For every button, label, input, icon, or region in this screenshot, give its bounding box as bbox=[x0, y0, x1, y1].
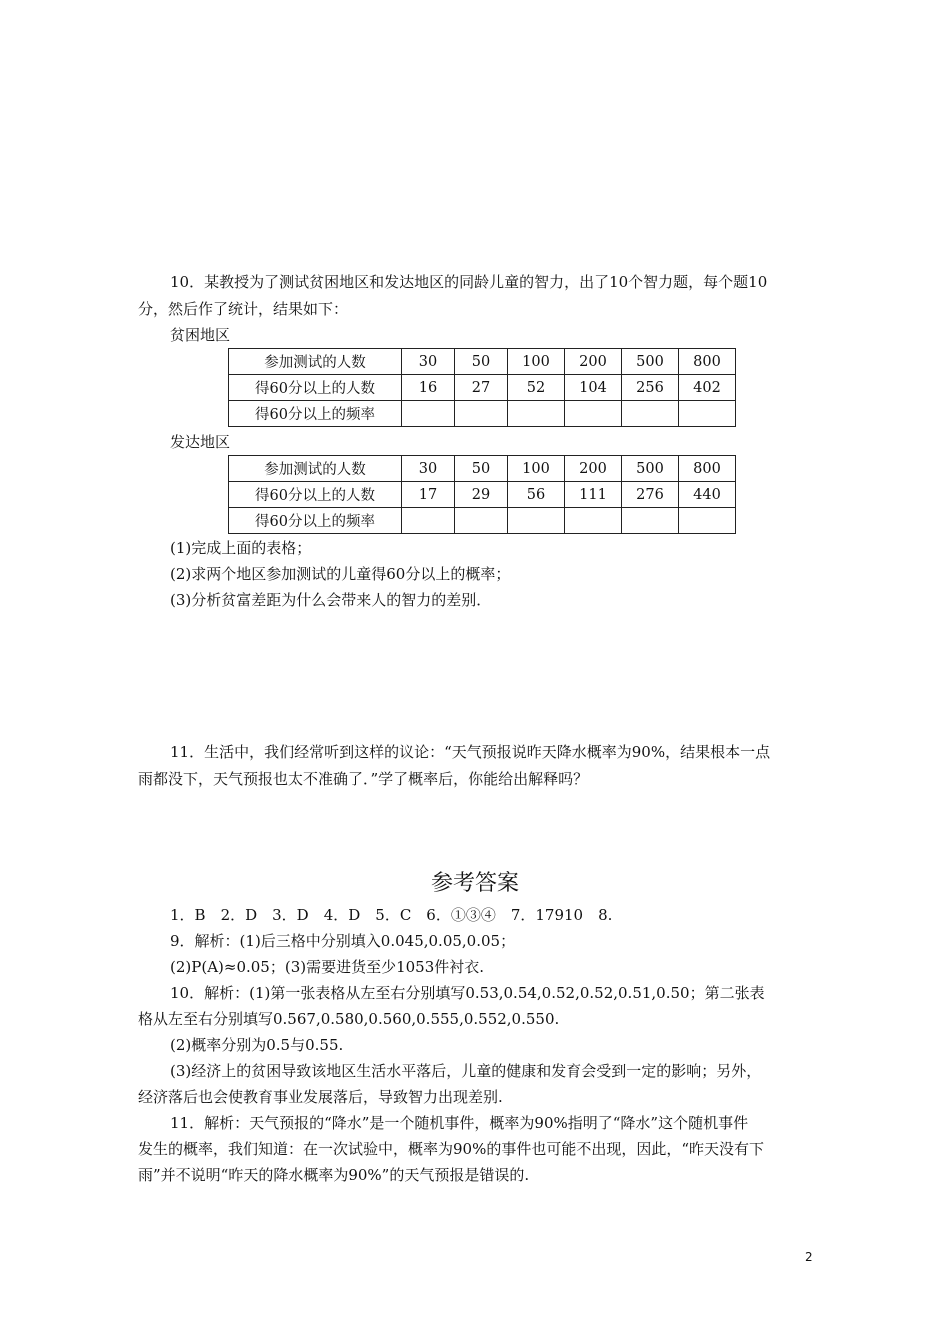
table-cell: 440 bbox=[679, 482, 736, 508]
developed-region-table-wrap bbox=[228, 455, 736, 534]
table-row bbox=[229, 508, 736, 534]
developed-region-table bbox=[228, 455, 736, 534]
table-cell: 27 bbox=[455, 375, 508, 401]
table-cell bbox=[508, 401, 565, 427]
table-cell: 29 bbox=[455, 482, 508, 508]
table-cell: 200 bbox=[565, 349, 622, 375]
table-cell: 56 bbox=[508, 482, 565, 508]
table-cell bbox=[622, 401, 679, 427]
answers-title: 参考答案 bbox=[430, 871, 519, 896]
table-cell bbox=[565, 508, 622, 534]
q10-line2: 分，然后作了统计，结果如下： bbox=[138, 300, 349, 318]
table-cell: 402 bbox=[679, 375, 736, 401]
answer-line: 格从左至右分别填写0.567,0.580,0.560,0.555,0.552,0.550. bbox=[138, 1010, 560, 1028]
table-cell bbox=[679, 508, 736, 534]
poor-region-table-wrap bbox=[228, 348, 736, 427]
q10-sub3: (3)分析贫富差距为什么会带来人的智力的差别． bbox=[170, 591, 492, 609]
table-cell: 17 bbox=[402, 482, 455, 508]
table-cell bbox=[622, 508, 679, 534]
q11-line1: 11．生活中，我们经常听到这样的议论：“天气预报说昨天降水概率为90%，结果根本一点 bbox=[170, 743, 771, 761]
poor-region-label: 贫困地区 bbox=[170, 326, 231, 344]
table-row bbox=[229, 482, 736, 508]
table-cell bbox=[402, 401, 455, 427]
table-cell: 200 bbox=[565, 456, 622, 482]
answer-line: (3)经济上的贫困导致该地区生活水平落后，儿童的健康和发育会受到一定的影响；另外， bbox=[170, 1062, 762, 1080]
table-cell: 50 bbox=[455, 349, 508, 375]
table-row bbox=[229, 375, 736, 401]
row-header: 得60分以上的人数 bbox=[229, 482, 402, 508]
answer-line: 经济落后也会使教育事业发展落后，导致智力出现差别. bbox=[138, 1088, 503, 1106]
q10-line1: 10．某教授为了测试贫困地区和发达地区的同龄儿童的智力，出了10个智力题，每个题10 bbox=[170, 273, 768, 291]
table-cell bbox=[455, 508, 508, 534]
table-cell: 30 bbox=[402, 456, 455, 482]
table-cell: 500 bbox=[622, 456, 679, 482]
table-cell bbox=[508, 508, 565, 534]
table-cell: 800 bbox=[679, 456, 736, 482]
q10-sub1: (1)完成上面的表格； bbox=[170, 539, 312, 557]
page-number: 2 bbox=[805, 1250, 813, 1264]
answer-line: 发生的概率，我们知道：在一次试验中，概率为90%的事件也可能不出现，因此，“昨天没有下 bbox=[138, 1140, 765, 1158]
row-header: 得60分以上的人数 bbox=[229, 375, 402, 401]
answer-line: 雨”并不说明“昨天的降水概率为90%”的天气预报是错误的. bbox=[138, 1166, 530, 1184]
answer-line: (2)P(A)≈0.05；(3)需要进货至少1053件衬衣. bbox=[170, 958, 485, 976]
q11-line2: 雨都没下，天气预报也太不准确了．”学了概率后，你能给出解释吗？ bbox=[138, 770, 589, 788]
answer-line: 9．解析：(1)后三格中分别填入0.045,0.05,0.05； bbox=[170, 932, 516, 950]
row-header: 得60分以上的频率 bbox=[229, 508, 402, 534]
developed-region-label: 发达地区 bbox=[170, 433, 231, 451]
table-row bbox=[229, 349, 736, 375]
table-cell: 16 bbox=[402, 375, 455, 401]
table-cell: 104 bbox=[565, 375, 622, 401]
table-cell: 276 bbox=[622, 482, 679, 508]
answer-line: 11．解析：天气预报的“降水”是一个随机事件，概率为90%指明了“降水”这个随机事件 bbox=[170, 1114, 749, 1132]
table-cell: 30 bbox=[402, 349, 455, 375]
table-cell: 50 bbox=[455, 456, 508, 482]
table-cell: 111 bbox=[565, 482, 622, 508]
table-row bbox=[229, 401, 736, 427]
table-cell bbox=[565, 401, 622, 427]
answer-line: (2)概率分别为0.5与0.55. bbox=[170, 1036, 344, 1054]
row-header: 参加测试的人数 bbox=[229, 349, 402, 375]
answer-line: 10．解析：(1)第一张表格从左至右分别填写0.53,0.54,0.52,0.52,0.51,0.50；第二张表 bbox=[170, 984, 765, 1002]
table-cell: 100 bbox=[508, 456, 565, 482]
table-cell: 800 bbox=[679, 349, 736, 375]
table-cell: 100 bbox=[508, 349, 565, 375]
q10-sub2: (2)求两个地区参加测试的儿童得60分以上的概率； bbox=[170, 565, 511, 583]
poor-region-table bbox=[228, 348, 736, 427]
table-cell bbox=[679, 401, 736, 427]
row-header: 得60分以上的频率 bbox=[229, 401, 402, 427]
row-header: 参加测试的人数 bbox=[229, 456, 402, 482]
table-cell: 500 bbox=[622, 349, 679, 375]
table-row bbox=[229, 456, 736, 482]
table-cell: 52 bbox=[508, 375, 565, 401]
table-cell bbox=[455, 401, 508, 427]
table-cell bbox=[402, 508, 455, 534]
table-cell: 256 bbox=[622, 375, 679, 401]
answer-line: 1．B 2．D 3．D 4．D 5．C 6．①③④ 7．17910 8. bbox=[170, 906, 613, 924]
